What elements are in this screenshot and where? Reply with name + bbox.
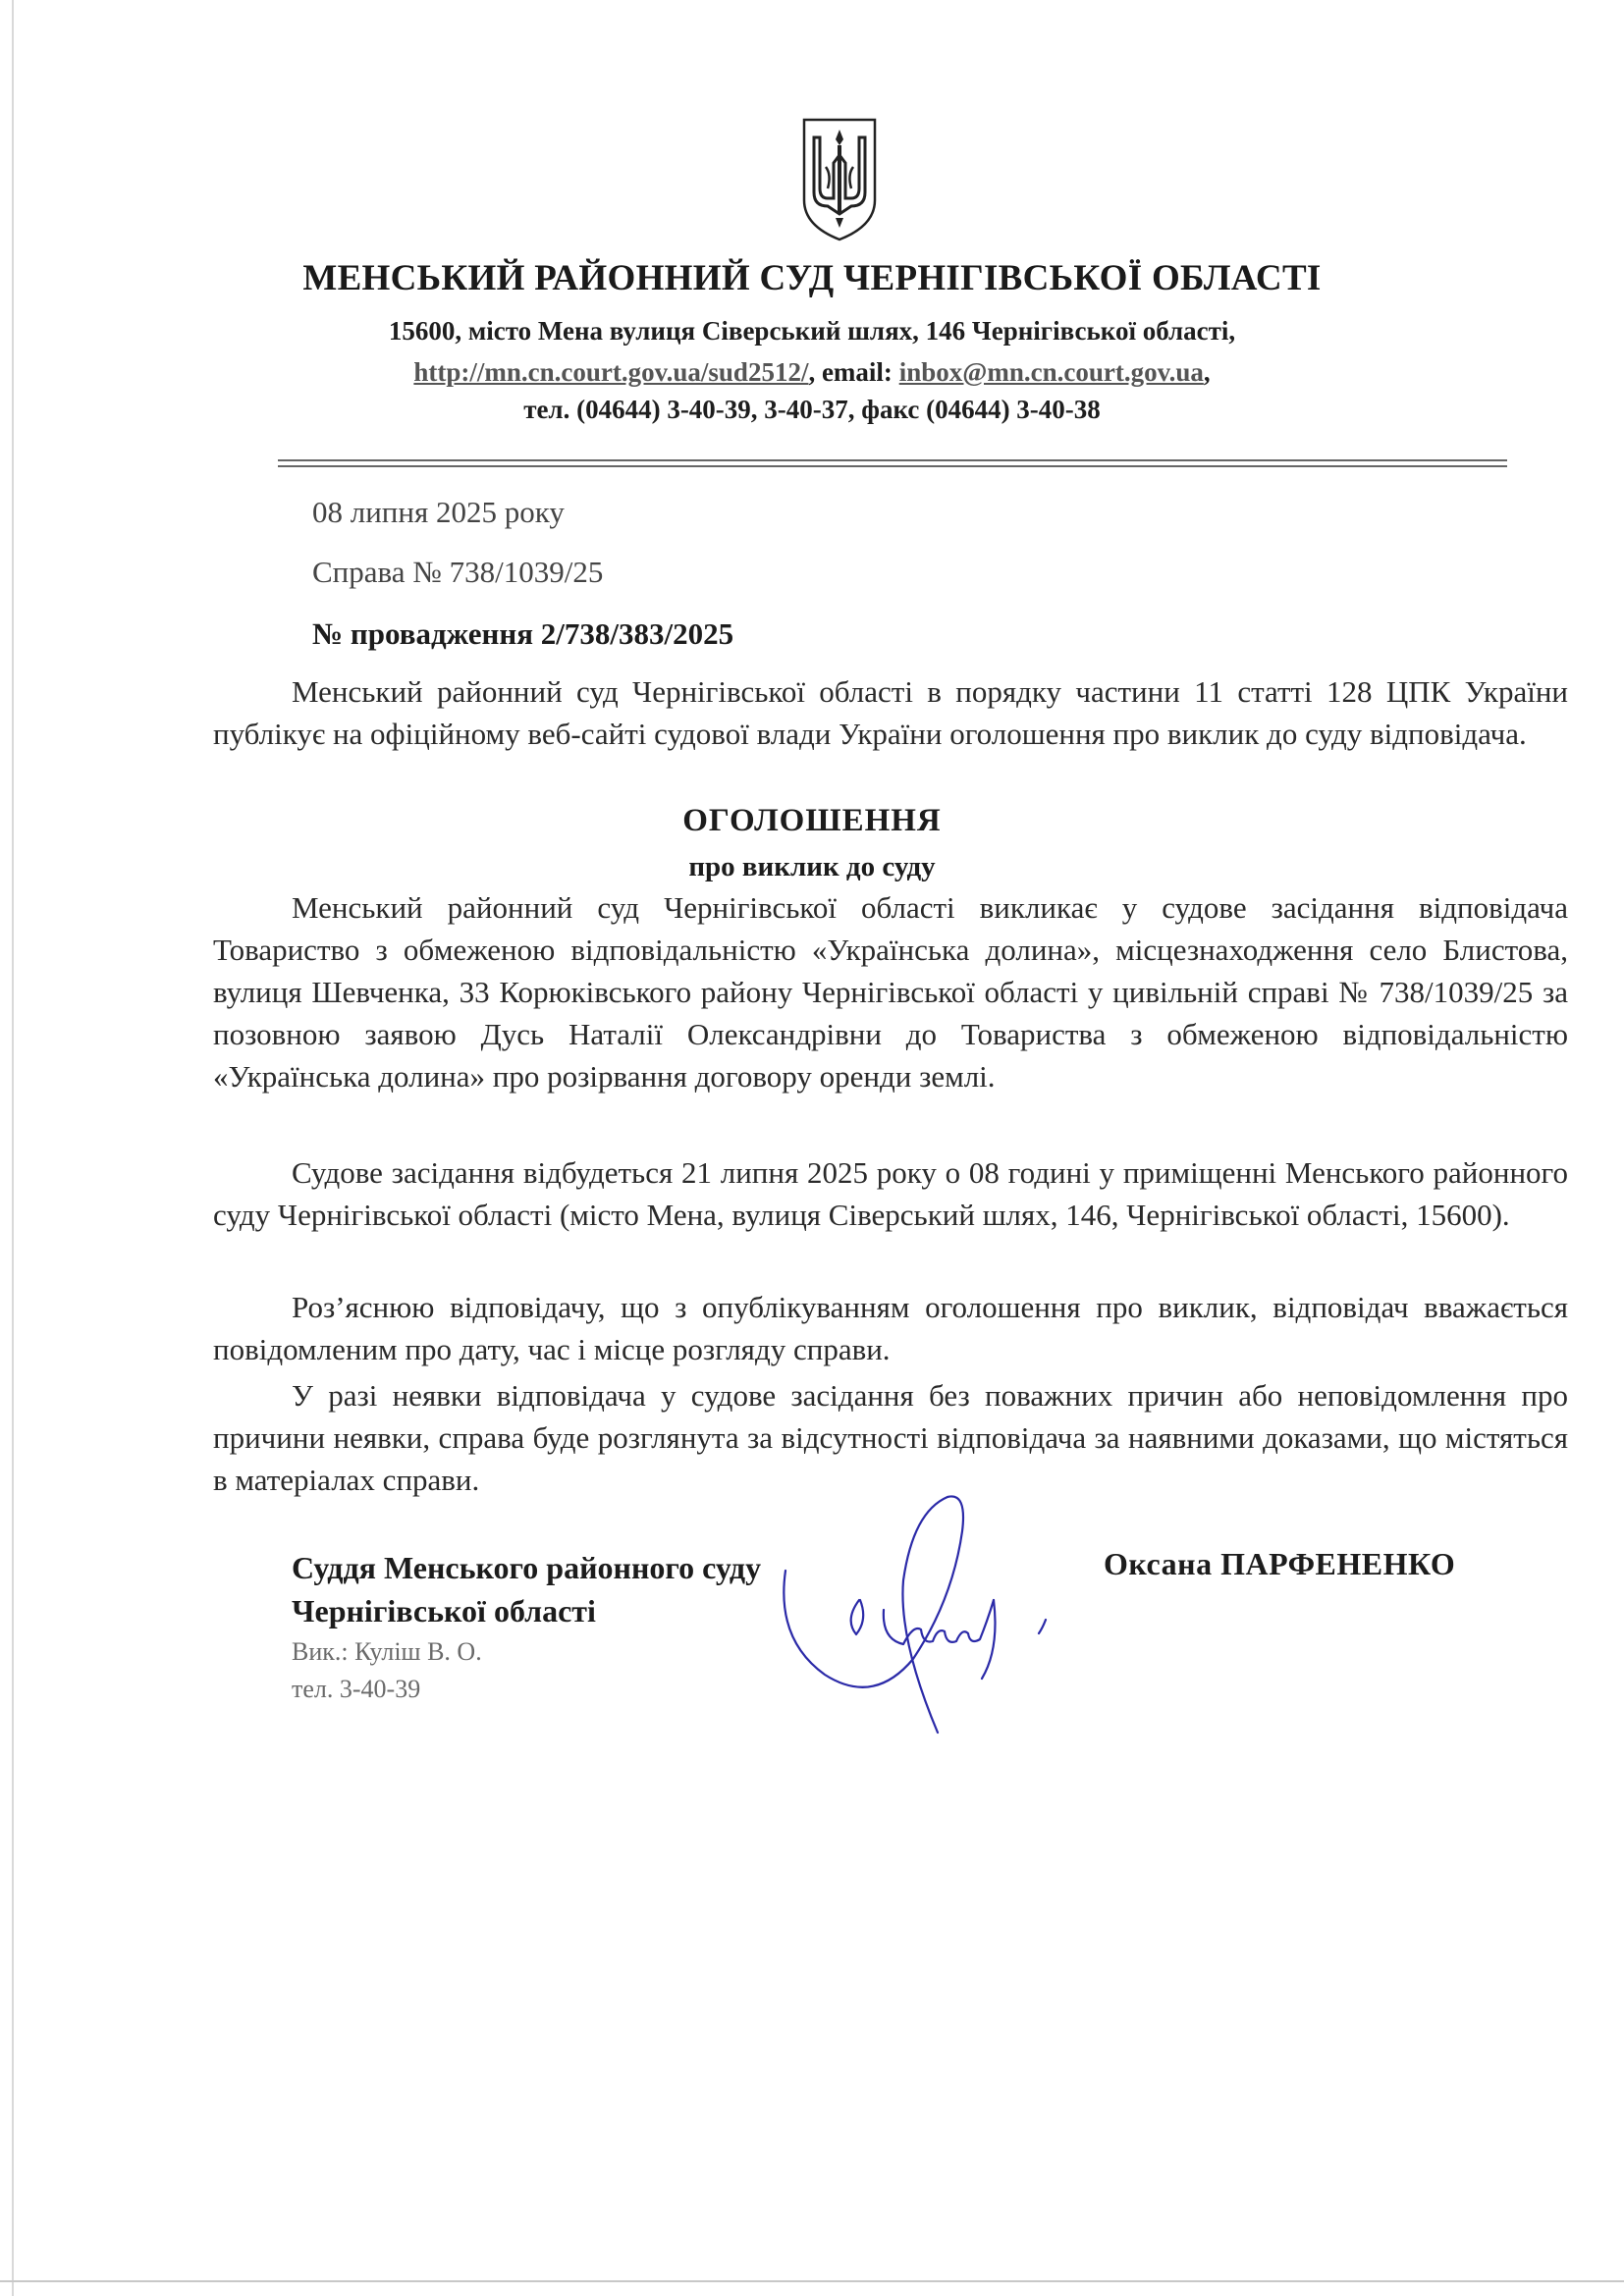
absence-paragraph: У разі неявки відповідача у судове засідання без поважних причин або неповідомлення про причини неявки, справа буде розглянута за відсутності відповідача за наявними доказами, що містяться в матеріалах справи. (213, 1378, 1568, 1497)
handwritten-signature (766, 1453, 1100, 1747)
court-phones: тел. (04644) 3-40-39, 3-40-37, факс (04644) 3-40-38 (523, 395, 1101, 424)
announcement-title: ОГОЛОШЕННЯ (682, 803, 942, 838)
proceeding-number: № провадження 2/738/383/2025 (312, 616, 734, 651)
announcement-subtitle: про виклик до суду (688, 851, 936, 882)
header-divider (278, 459, 1507, 461)
summons-paragraph: Менський районний суд Чернігівської області викликає у судове засідання відповідача Товариство з обмеженою відповідальністю «Українська долина», місцезнаходження село Блистова, вулиця Шевченка, 33 Корюківського району Чернігівської області у цивільній справі № 738/1039/25 за позовною заявою Дусь Наталії Олександрівни до Товариства з обмеженою відповідальністю «Українська долина» про розірвання договору оренди землі. (213, 890, 1568, 1094)
email-link[interactable]: inbox@mn.cn.court.gov.ua (898, 357, 1204, 387)
judge-title-line2: Чернігівської області (292, 1593, 596, 1629)
judge-name: Оксана ПАРФЕНЕНКО (1104, 1546, 1456, 1581)
executor-phone: тел. 3-40-39 (292, 1675, 421, 1703)
executor-info (292, 1633, 482, 1708)
notice-paragraph: Роз’яснюю відповідачу, що з опублікуванням оголошення про виклик, відповідач вважається повідомленим про дату, час і місце розгляду справи. (213, 1290, 1568, 1366)
website-link[interactable]: http://mn.cn.court.gov.ua/sud2512/ (413, 357, 809, 387)
scan-edge-bottom (0, 2280, 1624, 2282)
court-address: 15600, місто Мена вулиця Сіверський шлях, 146 Чернігівської області, (388, 316, 1236, 346)
hearing-paragraph: Судове засідання відбудеться 21 липня 2025 року о 08 годині у приміщенні Менського районного суду Чернігівської області (місто Мена, вулиця Сіверський шлях, 146, Чернігівської області, 15600). (213, 1155, 1568, 1232)
judge-title-line1: Суддя Менського районного суду (292, 1550, 762, 1585)
document-date: 08 липня 2025 року (312, 495, 565, 529)
intro-paragraph: Менський районний суд Чернігівської області в порядку частини 11 статті 128 ЦПК України публікує на офіційному веб-сайті судової влади України оголошення про виклик до суду відповідача. (213, 674, 1568, 751)
judge-title (292, 1546, 761, 1632)
header-divider-second (278, 465, 1507, 467)
coat-of-arms-icon (800, 116, 879, 243)
court-name: МЕНСЬКИЙ РАЙОННИЙ СУД ЧЕРНІГІВСЬКОЇ ОБЛАСТІ (302, 258, 1322, 298)
case-number: Справа № 738/1039/25 (312, 555, 604, 589)
executor-name: Вик.: Куліш В. О. (292, 1637, 482, 1666)
email-label: email: (821, 357, 893, 387)
court-contacts: http://mn.cn.court.gov.ua/sud2512/, email: inbox@mn.cn.court.gov.ua, (413, 357, 1211, 387)
